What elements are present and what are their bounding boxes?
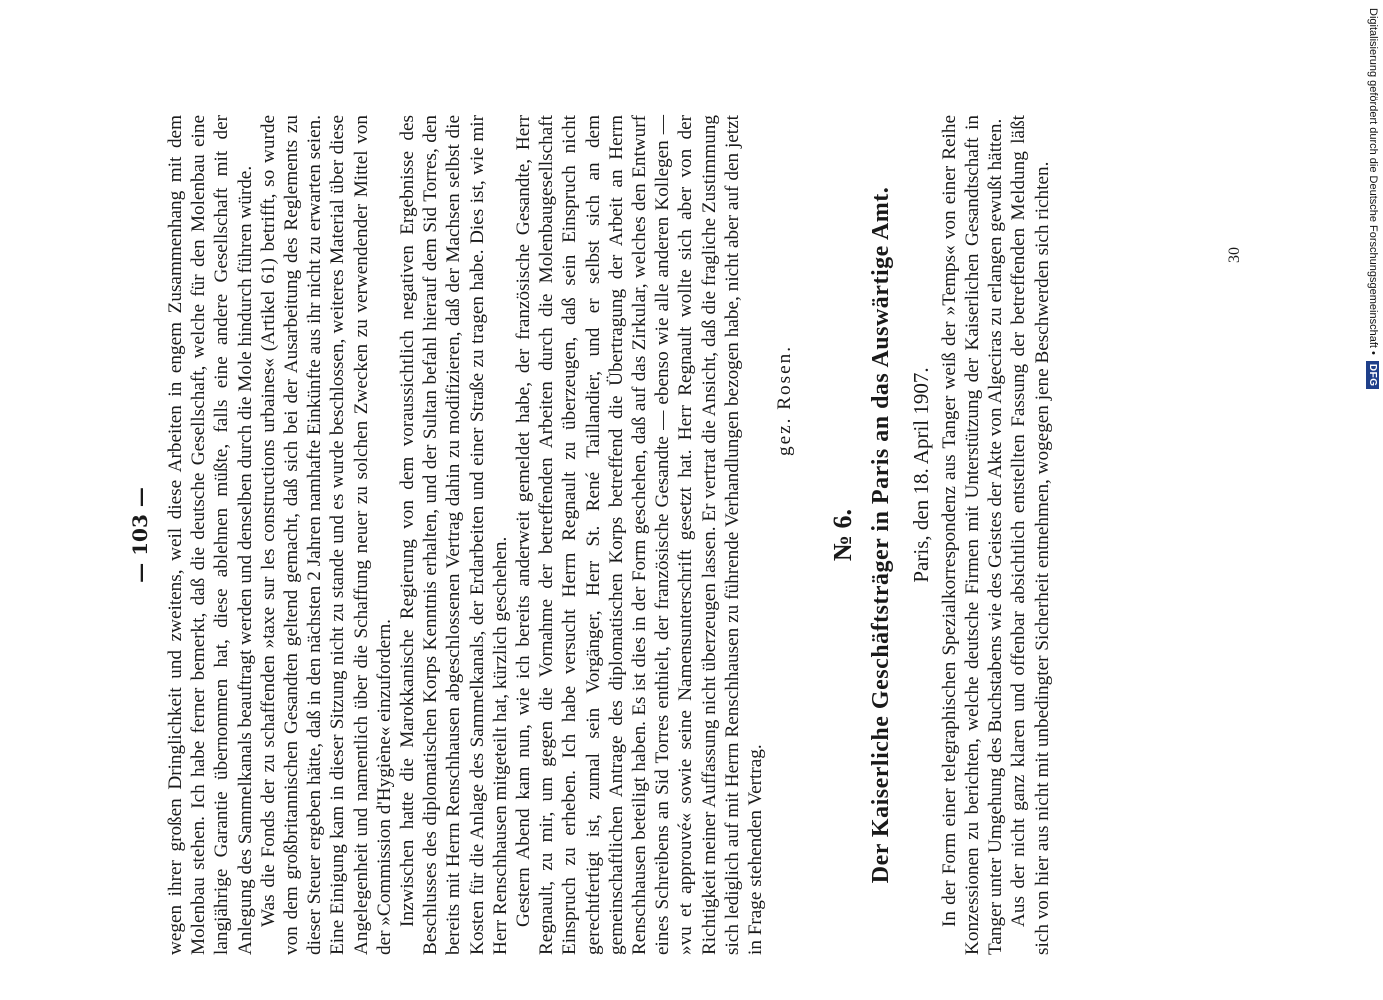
- page-header: — 103 —: [128, 487, 152, 583]
- paragraph-3: Inzwischen hatte die Marokkanische Regierung von dem voraussichtlich negativen Ergebnisse des Beschlusses des diplomatischen Korps Kenntnis erhalten, und der Sultan befahl hierauf dem Sid Torres, den bereits mit Herrn Renschhausen abgeschlossenen Vertrag dahin zu modifizieren, daß der Machsen selbst die Kosten für die Anlage des Sammelkanals, der Erdarbeiten und einer Straße zu tragen habe. Dies ist, wie mir Herr Renschhausen mitgeteilt hat, kürzlich geschehen.: [397, 115, 511, 955]
- document-title: Der Kaiserliche Geschäftsträger in Paris an das Auswärtige Amt.: [868, 186, 895, 884]
- credit-text: Digitalisierung gefördert durch die Deutsche Forschungsgemeinschaft •: [1367, 8, 1379, 355]
- page-body: [164, 115, 1054, 955]
- rotated-page: [120, 115, 1250, 955]
- paragraph-5: In der Form einer telegraphischen Spezialkorrespondenz aus Tanger weiß der »Temps« von einer Reihe Konzessionen zu berichten, welche deutsche Firmen mit Unterstützung der Kaiserlichen Gesandtschaft in Tanger unter Umgehung des Buchstabens wie des Geistes der Akte von Algeciras zu erlangen gewußt hätten.: [938, 115, 1007, 955]
- document-number: № 6.: [828, 508, 858, 562]
- dfg-logo: DFG: [1367, 361, 1380, 390]
- paragraph-1: wegen ihrer großen Dringlichkeit und zweitens, weil diese Arbeiten in engem Zusammenhang mit dem Molenbau stehen. Ich habe ferner bemerkt, daß die deutsche Gesellschaft, welche für den Molenbau eine langjährige Garantie übernommen hat, diese ablehnen müßte, falls eine andere Gesellschaft mit der Anlegung des Sammelkanals beauftragt werden und denselben durch die Mole hindurch führen würde.: [165, 115, 256, 955]
- page-footer-number: 30: [1226, 247, 1243, 263]
- paragraph-2: Was die Fonds der zu schaffenden »taxe sur les constructions urbaines« (Artikel 61) betrifft, so wurde von dem großbritannischen Gesandten geltend gemacht, daß sich bei der Ausarbeitung des Reglements zu dieser Steuer ergeben hätte, daß in den nächsten 2 Jahren namhafte Einkünfte aus ihr nicht zu erwarten seien. Eine Einigung kam in dieser Sitzung nicht zu stande und es wurde beschlossen, weiteres Material über diese Angelegenheit und namentlich über die Schaffung neuer zu solchen Zwecken zu verwendender Mittel von der »Commission d'Hygiène« einzufordern.: [257, 115, 395, 955]
- funding-credit: [1361, 8, 1383, 998]
- dateline: Paris, den 18. April 1907.: [909, 367, 934, 583]
- paragraph-6: Aus der nicht ganz klaren und offenbar absichtlich entstellten Fassung der betreffenden Meldung läßt sich von hier aus nicht mit unbedingter Sicherheit entnehmen, wogegen jene Beschwerden sich richten.: [1008, 115, 1053, 955]
- paragraph-4: Gestern Abend kam nun, wie ich bereits anderweit gemeldet habe, der französische Gesandte, Herr Regnault, zu mir, um gegen die Vornahme der betreffenden Arbeiten durch die Molenbaugesellschaft Einspruch zu erheben. Ich habe versucht Herrn Regnault zu überzeugen, daß sein Einspruch nicht gerechtfertigt ist, zumal sein Vorgänger, Herr St. René Taillandier, und er selbst sich an dem gemeinschaftlichen Antrage des diplomatischen Korps betreffend die Übertragung der Arbeit an Herrn Renschhausen beteiligt haben. Es ist dies in der Form geschehen, daß auf das Zirkular, welches den Entwurf eines Schreibens an Sid Torres enthielt, der französische Gesandte — ebenso wie alle anderen Kollegen — »vu et approuvé« sowie seine Namensunterschrift gesetzt hat. Herr Regnault wollte sich aber von der Richtigkeit meiner Auffassung nicht überzeugen lassen. Er vertrat die Ansicht, daß die fragliche Zustimmung sich lediglich auf mit Herrn Renschhausen zu führende Verhandlungen bezogen habe, nicht aber auf den jetzt in Frage stehenden Vertrag.: [513, 115, 767, 955]
- signature: gez. Rosen.: [774, 345, 796, 456]
